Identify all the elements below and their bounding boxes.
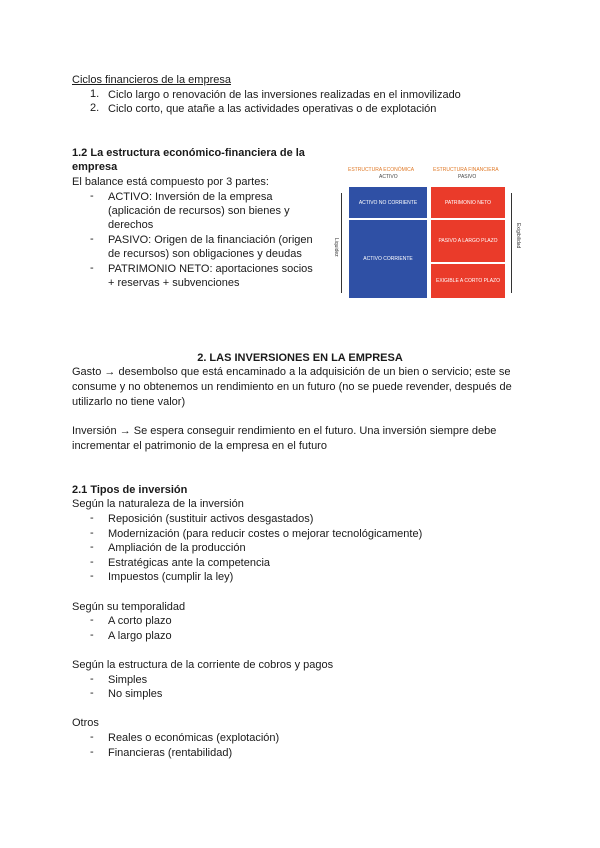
ciclos-title: Ciclos financieros de la empresa <box>72 74 231 86</box>
bullet-line: ACTIVO: Inversión de la empresa <box>108 191 273 203</box>
bullet-dash: - <box>90 746 94 758</box>
gasto-line: utilizarlo no tiene valor) <box>72 396 186 408</box>
bullet-dash: - <box>90 541 94 553</box>
block-pasivo-largo: PASIVO A LARGO PLAZO <box>431 220 505 262</box>
bullet-dash: - <box>90 233 94 245</box>
list-item: A corto plazo <box>108 615 172 627</box>
gasto-line: Gasto → desembolso que está encaminado a la adquisición de un bien o servicio; este se <box>72 366 511 378</box>
bullet-line: derechos <box>108 219 154 231</box>
list-item: Ampliación de la producción <box>108 542 246 554</box>
list-item: A largo plazo <box>108 630 172 642</box>
inversion-line: incrementar el patrimonio de la empresa en el futuro <box>72 440 327 452</box>
tipos-group-title: Según la naturaleza de la inversión <box>72 498 244 510</box>
bullet-dash: - <box>90 190 94 202</box>
list-item: No simples <box>108 688 163 700</box>
bullet-dash: - <box>90 570 94 582</box>
exigibilidad-axis <box>511 193 512 293</box>
block-activo-corriente: ACTIVO CORRIENTE <box>349 220 427 298</box>
gasto-line: consume y no obtenemos un rendimiento en un futuro (no se puede revender, después de <box>72 381 512 393</box>
diagram-header-left: ESTRUCTURA ECONÓMICA <box>348 167 415 173</box>
inversion-line: Inversión → Se espera conseguir rendimiento en el futuro. Una inversión siempre debe <box>72 425 497 437</box>
bullet-line: (aplicación de recursos) son bienes y <box>108 205 290 217</box>
bullet-dash: - <box>90 512 94 524</box>
exigibilidad-label: Exigibilidad <box>515 223 521 249</box>
liquidez-axis <box>341 193 342 293</box>
bullet-dash: - <box>90 731 94 743</box>
ciclos-item: Ciclo largo o renovación de las inversiones realizadas en el inmovilizado <box>108 89 461 101</box>
bullet-line: PASIVO: Origen de la financiación (origen <box>108 234 313 246</box>
ciclos-item-number: 1. <box>90 88 100 100</box>
block-patrimonio-neto: PATRIMONIO NETO <box>431 187 505 218</box>
bullet-dash: - <box>90 687 94 699</box>
section-heading: 2.1 Tipos de inversión <box>72 484 188 496</box>
section-heading: 2. LAS INVERSIONES EN LA EMPRESA <box>197 352 403 364</box>
block-activo-no-corriente: ACTIVO NO CORRIENTE <box>349 187 427 218</box>
list-item: Impuestos (cumplir la ley) <box>108 571 234 583</box>
bullet-line: PATRIMONIO NETO: aportaciones socios <box>108 263 313 275</box>
tipos-group-title: Según la estructura de la corriente de cobros y pagos <box>72 659 334 671</box>
diagram-sub-left: ACTIVO <box>379 174 398 180</box>
block-pasivo-corto: EXIGIBLE A CORTO PLAZO <box>431 264 505 298</box>
bullet-line: de recursos) son obligaciones y deudas <box>108 248 302 260</box>
ciclos-item: Ciclo corto, que atañe a las actividades operativas o de explotación <box>108 103 437 115</box>
bullet-dash: - <box>90 262 94 274</box>
diagram-sub-right: PASIVO <box>458 174 477 180</box>
bullet-dash: - <box>90 614 94 626</box>
section-heading: 1.2 La estructura económico-financiera de la <box>72 147 305 159</box>
list-item: Reales o económicas (explotación) <box>108 732 280 744</box>
balance-diagram <box>333 163 523 298</box>
ciclos-item-number: 2. <box>90 102 100 114</box>
bullet-dash: - <box>90 673 94 685</box>
bullet-dash: - <box>90 527 94 539</box>
section-heading-cont: empresa <box>72 161 118 173</box>
list-item: Modernización (para reducir costes o mejorar tecnológicamente) <box>108 528 423 540</box>
estructura-intro: El balance está compuesto por 3 partes: <box>72 176 269 188</box>
diagram-header-right: ESTRUCTURA FINANCIERA <box>433 167 499 173</box>
tipos-group-title: Otros <box>72 717 99 729</box>
list-item: Simples <box>108 674 148 686</box>
bullet-dash: - <box>90 556 94 568</box>
list-item: Reposición (sustituir activos desgastados) <box>108 513 314 525</box>
liquidez-label: Liquidez <box>333 238 339 257</box>
list-item: Estratégicas ante la competencia <box>108 557 271 569</box>
list-item: Financieras (rentabilidad) <box>108 747 233 759</box>
bullet-dash: - <box>90 629 94 641</box>
tipos-group-title: Según su temporalidad <box>72 601 186 613</box>
bullet-line: + reservas + subvenciones <box>108 277 240 289</box>
